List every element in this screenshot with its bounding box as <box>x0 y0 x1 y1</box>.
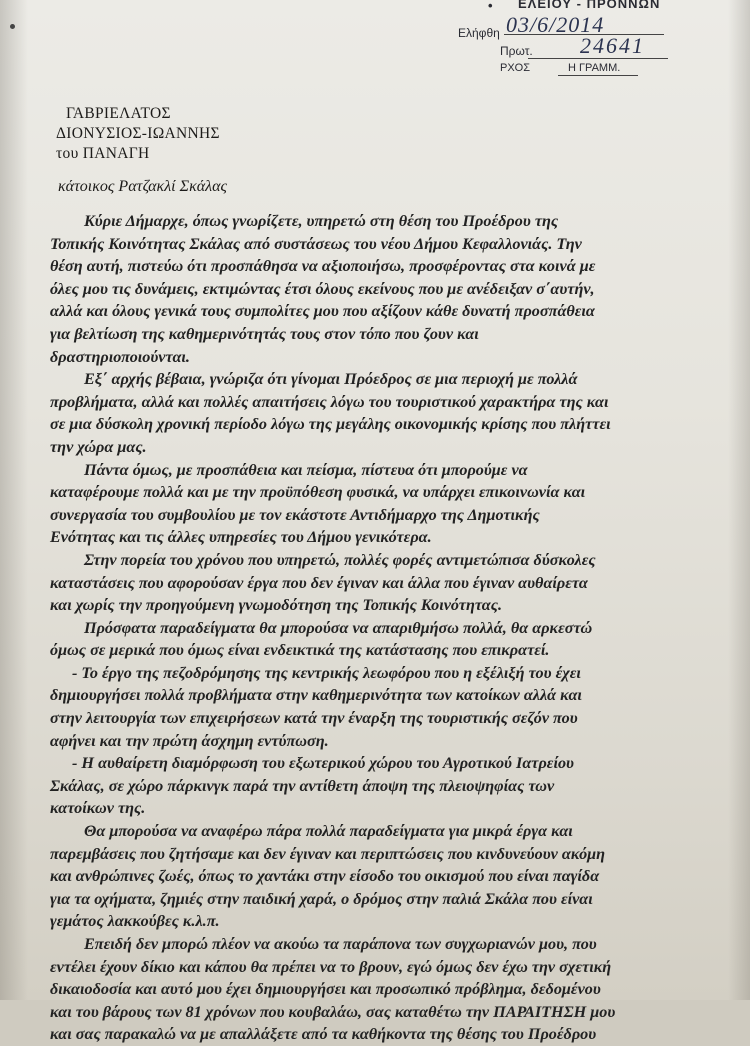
sender-block <box>56 104 220 164</box>
letter-line: παρεμβάσεις που ζητήσαμε και δεν έγιναν και περιπτώσεις που κινδυνεύουν ακόμη <box>50 844 606 863</box>
page-shadow-left <box>0 0 28 1000</box>
letter-line: συνεργασία του συμβουλίου με τον εκάστοτε Αντιδήμαρχο της Δημοτικής <box>50 505 540 524</box>
letter-line: Πάντα όμως, με προσπάθεια και πείσμα, πίστευα ότι μπορούμε να <box>84 460 528 479</box>
letter-line: - Το έργο της πεζοδρόμησης της κεντρικής λεωφόρου που η εξέλιξή του έχει <box>72 663 581 682</box>
letter-line: δημιουργήσει πολλά προβλήματα στην καθημερινότητα των κατοίκων αλλά και <box>50 686 582 705</box>
sender-residence: κάτοικος Ρατζακλί Σκάλας <box>58 178 227 195</box>
letter-line: σε μια δύσκολη χρονική περίοδο λόγω της μεγάλης οικονομικής κρίσης που πλήττει <box>50 415 611 434</box>
letter-line: την χώρα μας. <box>50 437 147 456</box>
letter-line: Κύριε Δήμαρχε, όπως γνωρίζετε, υπηρετώ στη θέση του Προέδρου της <box>84 212 559 230</box>
letter-line: κατοίκων της. <box>50 799 146 818</box>
page-shadow-right <box>728 0 750 1000</box>
sender-father: του ΠΑΝΑΓΗ <box>56 145 150 162</box>
stamp-dot: • <box>488 0 493 13</box>
letter-line: Θα μπορούσα να αναφέρω πάρα πολλά παραδείγματα για μικρά έργα και <box>84 822 573 841</box>
letter-body <box>50 210 690 1046</box>
letter-line: αλλά και όλους γενικά τους συμπολίτες μου που αξίζουν κάθε δυνατή προσπάθεια <box>50 302 595 321</box>
letter-line: δικαιοδοσία και αυτό μου έχει δημιουργήσει και προσωπικό πρόβλημα, δεδομένου <box>50 980 601 999</box>
letter-line: καταφέρουμε πολλά και με την προϋπόθεση φυσικά, να υπάρχει επικοινωνία και <box>50 483 586 502</box>
letter-line: και σας παρακαλώ να με απαλλάξετε από τα καθήκοντα της θέσης του Προέδρου <box>50 1025 597 1044</box>
letter-line: Ενότητας και τις άλλες υπηρεσίες του Δήμου γενικότερα. <box>50 528 432 547</box>
letter-line: γεμάτος λακκούβες κ.λ.π. <box>50 912 220 931</box>
letter-line: εντέλει έχουν δίκιο και κάπου θα πρέπει να το βρουν, εγώ όμως δεν έχω την σχετική <box>50 957 612 976</box>
stamp-divider <box>528 58 668 59</box>
letter-line: αφήνει και την πρώτη άσχημη εντύπωση. <box>50 731 329 750</box>
letter-line: θέση αυτή, πιστεύω ότι προσπάθησα να αξιοποιήσω, προσφέροντας στα κοινά με <box>50 257 596 276</box>
stamp-row3-right: Η ΓΡΑΜΜ. <box>568 62 621 74</box>
letter-line: Πρόσφατα παραδείγματα θα μπορούσα να απαριθμήσω πολλά, θα αρκεστώ <box>84 618 593 637</box>
stamp-protocol-label: Πρωτ. <box>500 44 533 58</box>
letter-line: και χωρίς την προηγούμενη γνωμοδότηση της Τοπικής Κοινότητας. <box>50 596 503 615</box>
letter-line: καταστάσεις που αφορούσαν έργα που δεν έγιναν και άλλα που έγιναν αυθαίρετα <box>50 573 588 592</box>
letter-line: όμως σε μερικά που όμως είναι ενδεικτικά της κατάστασης που επικρατεί. <box>50 641 550 660</box>
corner-mark <box>10 24 15 29</box>
sender-given-names: ΔΙΟΝΥΣΙΟΣ-ΙΩΑΝΝΗΣ <box>56 125 220 142</box>
letter-line: και του βάρους των 81 χρόνων που κουβαλάω, σας καταθέτω την ΠΑΡΑΙΤΗΣΗ μου <box>50 1002 616 1021</box>
letter-line: για βελτίωση της καθημερινότητάς τους στον τόπο που ζουν και <box>50 324 479 343</box>
letter-line: - Η αυθαίρετη διαμόρφωση του εξωτερικού χώρου του Αγροτικού Ιατρείου <box>72 754 574 773</box>
stamp-protocol-number: 24641 <box>580 33 645 58</box>
letter-line: Επειδή δεν μπορώ πλέον να ακούω τα παράπονα των συγχωριανών μου, που <box>84 935 597 953</box>
letter-line: για τα οχήματα, ζημιές στην παιδική χαρά, ο δρόμος στην παλιά Σκάλα που είναι <box>50 889 593 908</box>
letter-line: στην λειτουργία των επιχειρήσεων κατά την έναρξη της τουριστικής σεζόν που <box>50 709 578 728</box>
letter-line: δραστηριοποιούνται. <box>50 347 190 366</box>
letter-line: όλες μου τις δυνάμεις, εκτιμώντας έτσι όλους εκείνους που με ανέδειξαν σ΄αυτήν, <box>50 279 595 298</box>
registry-stamp <box>458 0 750 92</box>
stamp-date: 03/6/2014 <box>506 12 605 37</box>
stamp-row3-left: ΡΧΟΣ <box>500 62 531 74</box>
stamp-divider <box>558 75 638 76</box>
sender-surname: ΓΑΒΡΙΕΛΑΤΟΣ <box>66 105 171 122</box>
letter-line: Εξ΄ αρχής βέβαια, γνώριζα ότι γίνομαι Πρόεδρος σε μια περιοχή με πολλά <box>84 370 578 389</box>
stamp-header: ΕΛΕΙΟΥ - ΠΡΟΝΝΩΝ <box>518 0 661 11</box>
letter-line: Σκάλας, σε χώρο πάρκινγκ παρά την αντίθετη άποψη της πλειοψηφίας των <box>50 776 555 795</box>
letter-line: Τοπικής Κοινότητας Σκάλας από συστάσεως του νέου Δήμου Κεφαλλονιάς. Την <box>50 234 582 253</box>
letter-line: προβλήματα, αλλά και πολλές απαιτήσεις λόγω του τουριστικού χαρακτήρα της και <box>50 392 609 411</box>
letter-line: Στην πορεία του χρόνου που υπηρετώ, πολλές φορές αντιμετώπισα δύσκολες <box>84 550 596 569</box>
stamp-received-label: Ελήφθη <box>458 26 500 40</box>
letter-line: και ανθρώπινες ζωές, όπως το χαντάκι στην είσοδο του οικισμού που είναι παγίδα <box>50 867 600 886</box>
